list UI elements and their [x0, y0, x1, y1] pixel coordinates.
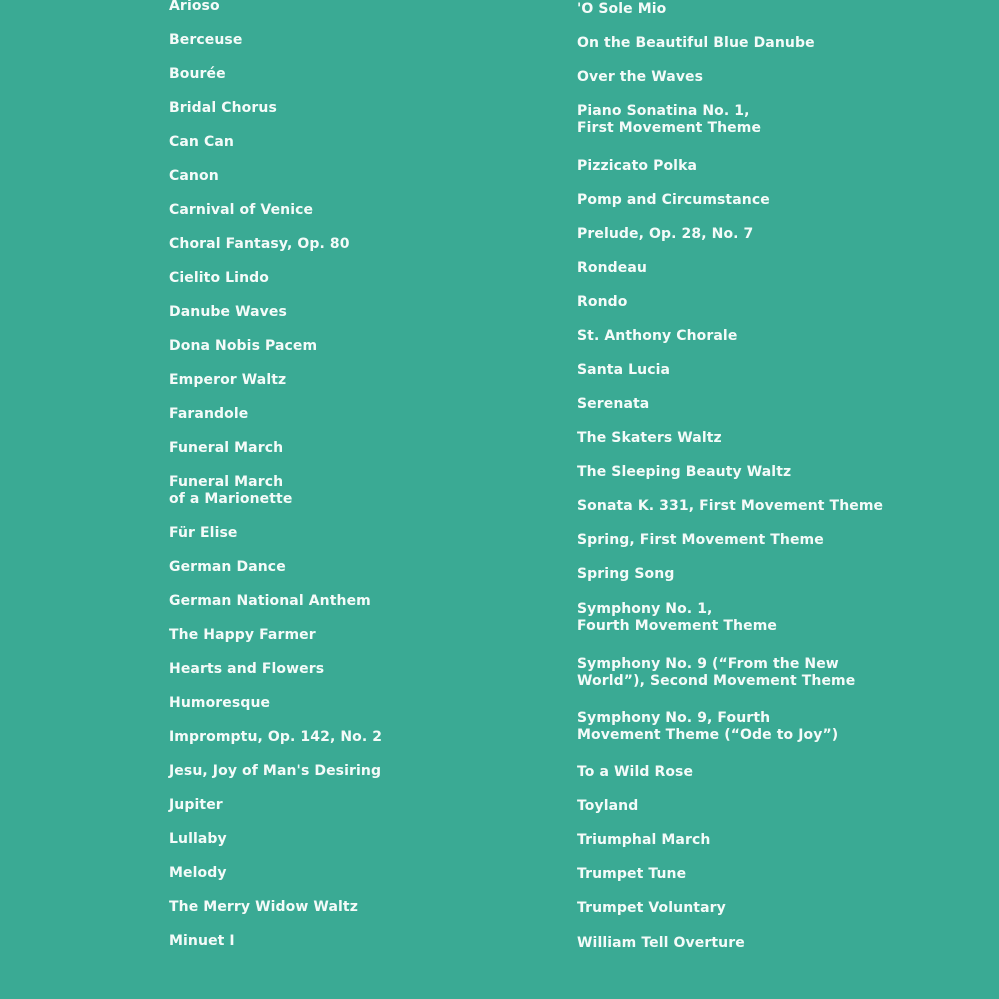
- song-title-line: Piano Sonatina No. 1,: [577, 103, 750, 119]
- song-title-line: of a Marionette: [169, 491, 293, 507]
- song-title-line: Jupiter: [169, 797, 223, 813]
- song-title-line: Choral Fantasy, Op. 80: [169, 236, 350, 252]
- song-title-line: Rondo: [577, 294, 628, 310]
- song-title-line: Lullaby: [169, 831, 227, 847]
- song-title: [169, 695, 270, 712]
- song-title-line: St. Anthony Chorale: [577, 328, 738, 344]
- song-title: [577, 532, 824, 549]
- song-title: [577, 764, 693, 781]
- song-title: [577, 832, 710, 849]
- song-title-line: On the Beautiful Blue Danube: [577, 35, 815, 51]
- song-title-line: Canon: [169, 168, 219, 184]
- song-title: [169, 474, 292, 508]
- song-title: [169, 729, 382, 746]
- song-title-line: Danube Waves: [169, 304, 287, 320]
- song-title: [577, 900, 726, 917]
- song-title-line: Emperor Waltz: [169, 372, 287, 388]
- song-title-line: Pizzicato Polka: [577, 158, 698, 174]
- song-title: [169, 797, 223, 814]
- song-title: [169, 202, 313, 219]
- song-title: [577, 35, 815, 52]
- song-title: [169, 0, 220, 15]
- song-title: [169, 525, 238, 542]
- song-title-line: Bridal Chorus: [169, 100, 277, 116]
- song-title-line: Trumpet Voluntary: [577, 900, 726, 916]
- song-title: [577, 103, 761, 137]
- song-title: [577, 294, 628, 311]
- song-title-line: Symphony No. 1,: [577, 601, 713, 617]
- song-title-line: The Skaters Waltz: [577, 430, 722, 446]
- song-title: [577, 362, 670, 379]
- song-title: [577, 566, 674, 583]
- song-title: [577, 396, 649, 413]
- song-title-line: 'O Sole Mio: [577, 1, 667, 17]
- song-title-line: Impromptu, Op. 142, No. 2: [169, 729, 383, 745]
- song-title-line: German National Anthem: [169, 593, 371, 609]
- song-title: [169, 270, 269, 287]
- song-title-line: Fourth Movement Theme: [577, 618, 778, 634]
- song-title-line: Melody: [169, 865, 227, 881]
- song-title-line: Santa Lucia: [577, 362, 671, 378]
- song-title: [169, 593, 371, 610]
- song-title: [169, 372, 286, 389]
- song-title: [169, 406, 248, 423]
- song-title-line: Funeral March: [169, 474, 284, 490]
- song-title: [577, 798, 638, 815]
- song-title-line: Für Elise: [169, 525, 238, 541]
- song-title-line: Symphony No. 9, Fourth: [577, 710, 771, 726]
- song-title: [577, 1, 666, 18]
- song-title-line: Serenata: [577, 396, 650, 412]
- song-title: [169, 134, 234, 151]
- song-title-line: Humoresque: [169, 695, 271, 711]
- song-title-line: Hearts and Flowers: [169, 661, 325, 677]
- song-title: [169, 304, 287, 321]
- song-title: [169, 627, 316, 644]
- song-title-line: Sonata K. 331, First Movement Theme: [577, 498, 884, 514]
- song-title: [577, 430, 722, 447]
- song-title: [577, 710, 838, 744]
- song-title: [169, 831, 227, 848]
- song-title-line: Carnival of Venice: [169, 202, 314, 218]
- song-title-line: Rondeau: [577, 260, 647, 276]
- song-title-line: Bourée: [169, 66, 226, 82]
- song-title: [169, 559, 286, 576]
- song-title: [169, 933, 235, 950]
- song-title: [169, 661, 324, 678]
- song-title-line: The Merry Widow Waltz: [169, 899, 358, 915]
- song-title: [577, 328, 737, 345]
- song-title: [169, 338, 317, 355]
- song-title-line: Funeral March: [169, 440, 284, 456]
- song-title-line: Spring Song: [577, 566, 675, 582]
- song-title: [169, 865, 227, 882]
- song-title: [577, 656, 855, 690]
- song-title-line: Arioso: [169, 0, 220, 14]
- song-title: [577, 935, 745, 952]
- song-title: [577, 192, 770, 209]
- song-title: [169, 32, 242, 49]
- song-title: [577, 498, 883, 515]
- song-title-line: First Movement Theme: [577, 120, 762, 136]
- song-title-line: Toyland: [577, 798, 639, 814]
- song-title-line: Can Can: [169, 134, 234, 150]
- song-title: [577, 866, 686, 883]
- song-title-line: William Tell Overture: [577, 935, 745, 951]
- song-title-line: The Sleeping Beauty Waltz: [577, 464, 792, 480]
- song-title-line: Cielito Lindo: [169, 270, 269, 286]
- song-title-line: Jesu, Joy of Man's Desiring: [169, 763, 382, 779]
- song-title: [169, 440, 283, 457]
- song-title-line: Prelude, Op. 28, No. 7: [577, 226, 754, 242]
- song-title: [577, 601, 777, 635]
- song-title: [577, 260, 647, 277]
- song-title-line: Dona Nobis Pacem: [169, 338, 318, 354]
- song-title: [577, 69, 703, 86]
- song-title-line: Movement Theme (“Ode to Joy”): [577, 727, 839, 743]
- song-title: [169, 763, 381, 780]
- song-title-line: Trumpet Tune: [577, 866, 687, 882]
- song-title-line: Over the Waves: [577, 69, 704, 85]
- song-title-line: World”), Second Movement Theme: [577, 673, 856, 689]
- song-title: [169, 899, 358, 916]
- song-title: [169, 236, 350, 253]
- song-title-line: Spring, First Movement Theme: [577, 532, 824, 548]
- song-title: [577, 226, 753, 243]
- song-title: [169, 100, 277, 117]
- song-title-line: The Happy Farmer: [169, 627, 316, 643]
- song-title-line: Minuet I: [169, 933, 235, 949]
- song-title-line: Berceuse: [169, 32, 243, 48]
- song-title: [577, 464, 791, 481]
- song-title-line: Symphony No. 9 (“From the New: [577, 656, 839, 672]
- song-title-line: German Dance: [169, 559, 286, 575]
- song-title: [169, 66, 226, 83]
- song-title-line: To a Wild Rose: [577, 764, 694, 780]
- song-title-line: Triumphal March: [577, 832, 711, 848]
- song-title-line: Farandole: [169, 406, 249, 422]
- song-title: [169, 168, 219, 185]
- song-title-line: Pomp and Circumstance: [577, 192, 770, 208]
- song-title: [577, 158, 697, 175]
